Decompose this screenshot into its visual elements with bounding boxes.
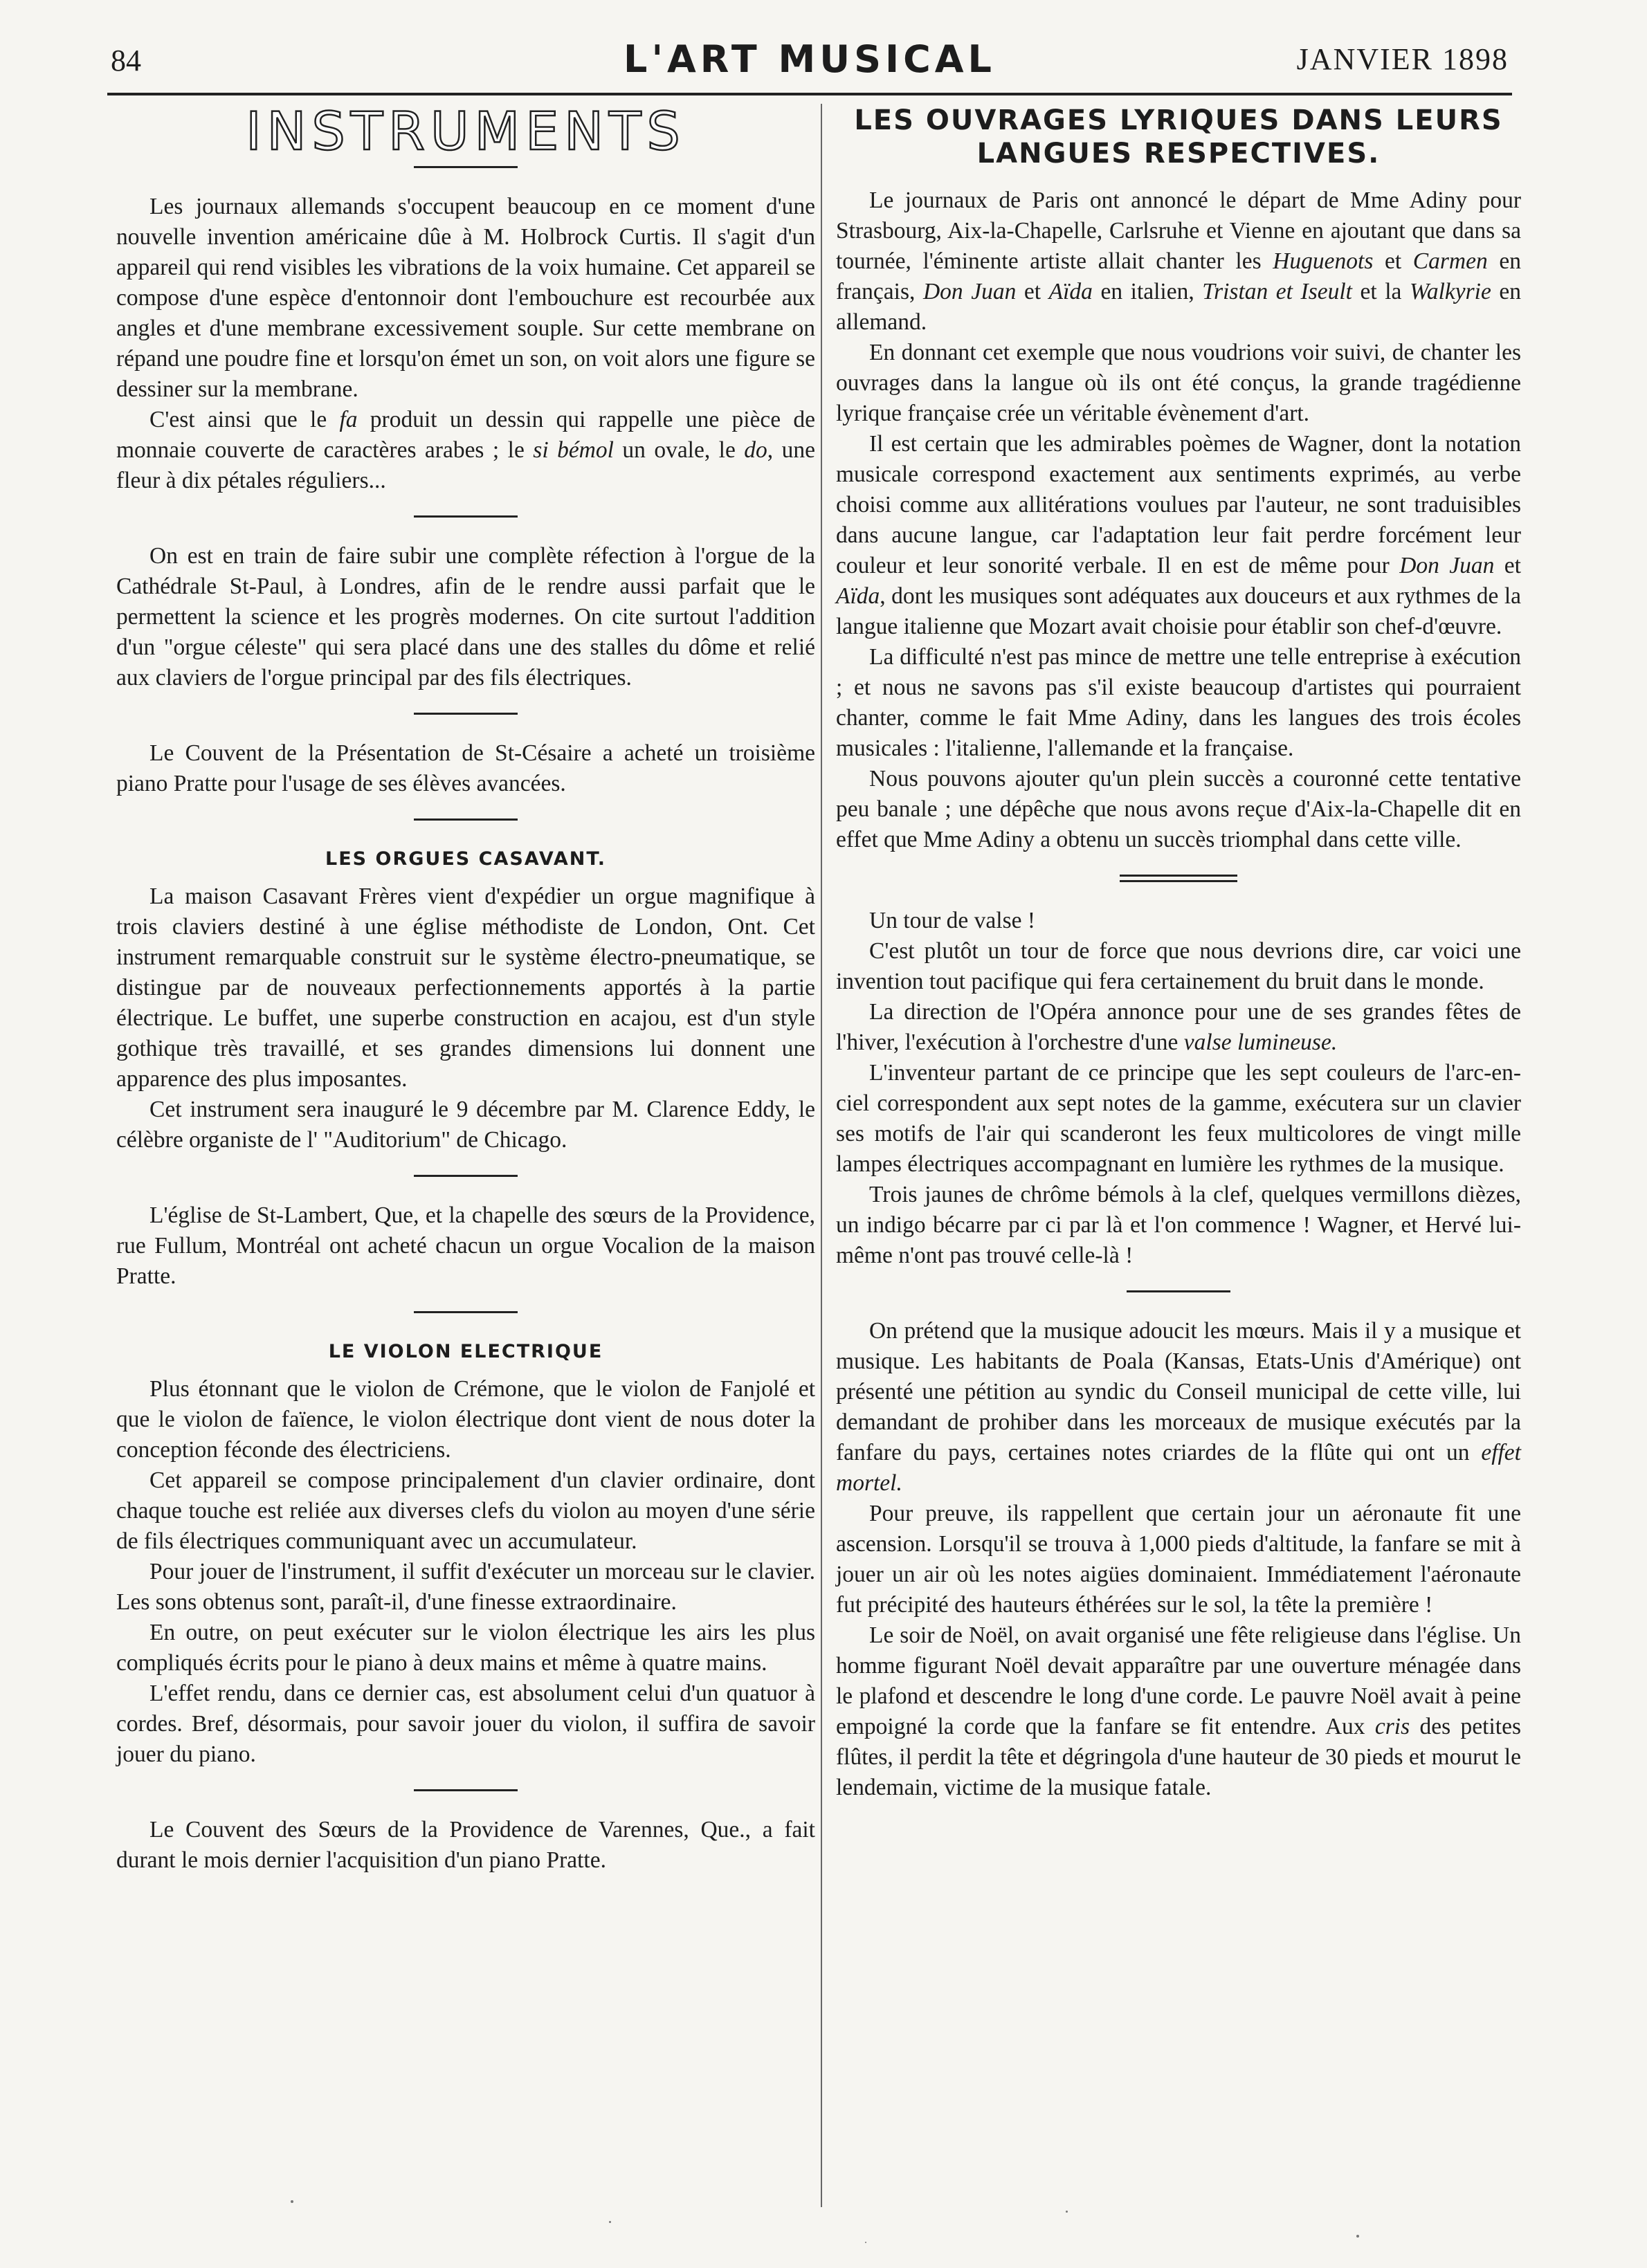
print-speck xyxy=(291,2200,293,2203)
issue-date: JANVIER 1898 xyxy=(1296,42,1509,76)
print-speck xyxy=(865,2242,866,2243)
article-paragraph: C'est ainsi que le fa produit un dessin qui rappelle une pièce de monnaie couverte de caractères arabes ; le si bémol un ovale, le do, une fleur à dix pétales réguliers... xyxy=(116,407,815,493)
subheading-violon: LE VIOLON ELECTRIQUE xyxy=(328,1341,603,1362)
right-column xyxy=(836,104,1521,1803)
article-paragraph: Le Couvent de la Présentation de St-Césaire a acheté un troisième piano Pratte pour l'usage de ses élèves avancées. xyxy=(116,740,815,796)
page-number: 84 xyxy=(111,44,141,77)
article-paragraph: Cet appareil se compose principalement d'un clavier ordinaire, dont chaque touche est reliée aux diverses clefs du violon au moyen d'une série de fils électriques communiquant avec un accumulateur. xyxy=(116,1467,815,1554)
article-paragraph: Le Couvent des Sœurs de la Providence de Varennes, Que., a fait durant le mois dernier l'acquisition d'un piano Pratte. xyxy=(116,1817,815,1873)
separator-rule xyxy=(414,166,518,168)
article-paragraph: Trois jaunes de chrôme bémols à la clef, quelques vermillons dièzes, un indigo bécarre par ci par là et l'on commence ! Wagner, et Hervé lui-même n'ont pas trouvé celle-là ! xyxy=(836,1182,1521,1268)
article-paragraph: C'est plutôt un tour de force que nous devrions dire, car voici une invention tout pacifique qui fera certainement du bruit dans le monde. xyxy=(836,938,1521,994)
separator-rule xyxy=(414,1311,518,1313)
article-paragraph: Il est certain que les admirables poèmes de Wagner, dont la notation musicale correspond exactement aux sentiments exprimés, au verbe choisi comme aux allitérations voulues par l'auteur, ne sont traduisibles dans aucune langue, car l'adaptation leur fait perdre forcément leur couleur et leur sonorité verbale. Il en est de même pour Don Juan et Aïda, dont les musiques sont adéquates aux douceurs et aux rythmes de la langue italienne que Mozart avait choisie pour établir son chef-d'œuvre. xyxy=(836,431,1521,639)
column-divider xyxy=(821,104,822,2207)
article-paragraph: Cet instrument sera inauguré le 9 décembre par M. Clarence Eddy, le célèbre organiste de l' "Auditorium" de Chicago. xyxy=(116,1097,815,1153)
print-speck xyxy=(1066,2211,1068,2213)
article-paragraph: Le journaux de Paris ont annoncé le départ de Mme Adiny pour Strasbourg, Aix-la-Chapelle, Carlsruhe et Vienne en ajoutant que dans sa tournée, l'éminente artiste allait chanter les Huguenots et Carmen en français, Don Juan et Aïda en italien, Tristan et Iseult et la Walkyrie en allemand. xyxy=(836,188,1522,335)
separator-rule xyxy=(1127,1290,1230,1292)
print-speck xyxy=(609,2221,611,2223)
article-paragraph: Pour preuve, ils rappellent que certain jour un aéronaute fit une ascension. Lorsqu'il se trouva à 1,000 pieds d'altitude, la fanfare se mit à jouer un air où les notes aigües dominaient. Immédiatement l'aéronaute fut précipité des hauteurs éthérées sur le sol, la tête la première ! xyxy=(836,1501,1521,1618)
separator-rule xyxy=(414,1175,518,1177)
separator-rule xyxy=(414,713,518,715)
print-speck xyxy=(1356,2235,1359,2238)
article-paragraph: En donnant cet exemple que nous voudrions voir suivi, de chanter les ouvrages dans la langue où ils ont été conçus, la grande tragédienne lyrique française crée un véritable évènement d'art. xyxy=(836,340,1521,426)
separator-rule xyxy=(414,515,518,518)
article-paragraph: L'inventeur partant de ce principe que les sept couleurs de l'arc-en-ciel correspondent aux sept notes de la gamme, exécutera sur un clavier ses motifs de l'air qui scanderont les feux multicolores de vingt mille lampes électriques accompagnant en lumière les rythmes de la musique. xyxy=(836,1060,1521,1177)
header-rule xyxy=(107,93,1512,95)
article-paragraph: On prétend que la musique adoucit les mœurs. Mais il y a musique et musique. Les habitants de Poala (Kansas, Etats-Unis d'Amérique) ont présenté une pétition au syndic du Conseil municipal de cette ville, lui demandant de prohiber dans les morceaux de musique exécutés par la fanfare du pays, certaines notes criardes de la flûte qui ont un effet mortel. xyxy=(836,1318,1521,1496)
left-column xyxy=(116,100,815,1876)
article-paragraph: On est en train de faire subir une complète réfection à l'orgue de la Cathédrale St-Paul, à Londres, afin de le rendre aussi parfait que le permettent la science et les progrès modernes. On cite surtout l'addition d'un "orgue céleste" qui sera placé dans une des stalles du dôme et relié aux claviers de l'orgue principal par des fils électriques. xyxy=(116,543,815,691)
article-paragraph: L'effet rendu, dans ce dernier cas, est absolument celui d'un quatuor à cordes. Bref, désormais, pour savoir jouer du violon, il suffira de savoir jouer du piano. xyxy=(116,1681,815,1767)
section-title-instruments: INSTRUMENTS xyxy=(246,100,686,162)
article-paragraph: Plus étonnant que le violon de Crémone, que le violon de Fanjolé et que le violon de faïence, le violon électrique dont vient de nous doter la conception féconde des électriciens. xyxy=(116,1376,815,1463)
subheading-casavant: LES ORGUES CASAVANT. xyxy=(325,848,606,870)
article-paragraph: La difficulté n'est pas mince de mettre une telle entreprise à exécution ; et nous ne savons pas s'il existe beaucoup d'artistes qui pourraient chanter, comme le fait Mme Adiny, dans les langues des trois écoles musicales : l'italienne, l'allemande et la française. xyxy=(836,644,1521,761)
section-title-ouvrages: LES OUVRAGES LYRIQUES DANS LEURS LANGUES RESPECTIVES. xyxy=(854,104,1503,170)
article-paragraph: Nous pouvons ajouter qu'un plein succès a couronné cette tentative peu banale ; une dépêche que nous avons reçue d'Aix-la-Chapelle dit en effet que Mme Adiny a obtenu un succès triomphal dans cette ville. xyxy=(836,766,1521,852)
article-paragraph: L'église de St-Lambert, Que, et la chapelle des sœurs de la Providence, rue Fullum, Montréal ont acheté chacun un orgue Vocalion de la maison Pratte. xyxy=(116,1202,815,1289)
article-paragraph: Le soir de Noël, on avait organisé une fête religieuse dans l'église. Un homme figurant Noël devait apparaître par une ouverture ménagée dans le plafond et descendre le long d'une corde. Le pauvre Noël avait à peine empoigné la corde que la fanfare se fit entendre. Aux cris des petites flûtes, il perdit la tête et dégringola d'une hauteur de 30 pieds et mourut le lendemain, victime de la musique fatale. xyxy=(836,1622,1521,1800)
running-title: L'ART MUSICAL xyxy=(624,37,996,81)
page-header xyxy=(111,33,1509,95)
article-paragraph: La direction de l'Opéra annonce pour une de ses grandes fêtes de l'hiver, l'exécution à l'orchestre d'une valse lumineuse. xyxy=(836,999,1521,1055)
article-paragraph: La maison Casavant Frères vient d'expédier un orgue magnifique à trois claviers destiné à une église méthodiste de London, Ont. Cet instrument remarquable construit sur le système électro-pneumatique, se distingue par de nouveaux perfectionnements apportés à la partie électrique. Le buffet, une superbe construction en acajou, est d'un style gothique très travaillé, et ses grandes dimensions lui donnent une apparence des plus imposantes. xyxy=(116,884,815,1092)
separator-rule xyxy=(414,819,518,821)
article-paragraph: En outre, on peut exécuter sur le violon électrique les airs les plus compliqués écrits pour le piano à deux mains et même à quatre mains. xyxy=(116,1620,815,1676)
article-paragraph: Pour jouer de l'instrument, il suffit d'exécuter un morceau sur le clavier. Les sons obtenus sont, paraît-il, d'une finesse extraordinaire. xyxy=(116,1559,815,1615)
article-paragraph: Un tour de valse ! xyxy=(869,908,1036,933)
separator-rule xyxy=(414,1789,518,1791)
double-separator-rule xyxy=(1120,875,1237,882)
article-paragraph: Les journaux allemands s'occupent beaucoup en ce moment d'une nouvelle invention américaine dûe à M. Holbrock Curtis. Il s'agit d'un appareil qui rend visibles les vibrations de la voix humaine. Cet appareil se compose d'une espèce d'entonnoir dont l'embouchure est recourbée aux angles et d'une membrane excessivement souple. Sur cette membrane on répand une poudre fine et lorsqu'on émet un son, on voit alors une figure se dessiner sur la membrane. xyxy=(116,194,815,402)
